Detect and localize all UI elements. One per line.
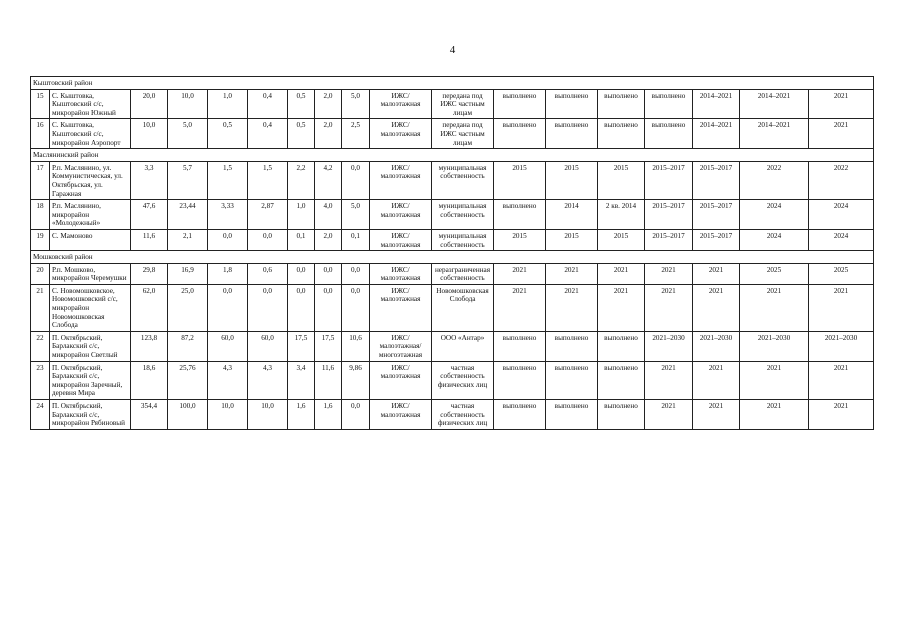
cell-v6: 1,6 bbox=[315, 400, 342, 430]
district-header-row bbox=[31, 77, 874, 90]
cell-s2: выполнено bbox=[546, 400, 598, 430]
cell-no: 21 bbox=[31, 284, 50, 331]
cell-s4: 2021 bbox=[645, 284, 693, 331]
cell-p1: 2015–2017 bbox=[693, 229, 740, 250]
cell-p2: 2014–2021 bbox=[740, 119, 809, 149]
cell-s3: 2015 bbox=[598, 161, 645, 199]
cell-v3: 1,8 bbox=[208, 263, 248, 284]
cell-name: Р.п. Маслянино, ул. Коммунистическая, ул. Октябрьская, ул. Гаражная bbox=[50, 161, 131, 199]
cell-name: С. Мамоново bbox=[50, 229, 131, 250]
cell-v7: 0,0 bbox=[342, 263, 370, 284]
cell-name: С. Кыштовка, Кыштовский с/с, микрорайон Южный bbox=[50, 89, 131, 119]
cell-name: П. Октябрьский, Барлакский с/с, микрорайон Светлый bbox=[50, 331, 131, 361]
cell-v5: 3,4 bbox=[288, 361, 315, 399]
cell-v5: 17,5 bbox=[288, 331, 315, 361]
cell-s4: выполнено bbox=[645, 89, 693, 119]
cell-no: 18 bbox=[31, 200, 50, 230]
table-row bbox=[31, 400, 874, 430]
table-row bbox=[31, 229, 874, 250]
cell-name: Р.п. Мошково, микрорайон Черемушки bbox=[50, 263, 131, 284]
cell-v3: 3,33 bbox=[208, 200, 248, 230]
cell-v2: 16,9 bbox=[168, 263, 208, 284]
cell-s3: выполнено bbox=[598, 119, 645, 149]
cell-p2: 2022 bbox=[740, 161, 809, 199]
district-header-row bbox=[31, 251, 874, 264]
cell-s2: выполнено bbox=[546, 361, 598, 399]
cell-s4: 2015–2017 bbox=[645, 229, 693, 250]
cell-s4: 2015–2017 bbox=[645, 200, 693, 230]
cell-s2: 2015 bbox=[546, 229, 598, 250]
district-name: Мошковский район bbox=[31, 251, 874, 264]
cell-v3: 0,5 bbox=[208, 119, 248, 149]
cell-s1: выполнено bbox=[494, 331, 546, 361]
cell-v7: 0,0 bbox=[342, 400, 370, 430]
cell-v7: 5,0 bbox=[342, 200, 370, 230]
table-row bbox=[31, 119, 874, 149]
cell-p2: 2021 bbox=[740, 361, 809, 399]
cell-v6: 2,0 bbox=[315, 119, 342, 149]
cell-v7: 0,1 bbox=[342, 229, 370, 250]
cell-v3: 10,0 bbox=[208, 400, 248, 430]
cell-type: ИЖС/ малоэтажная/ многоэтажная bbox=[370, 331, 432, 361]
cell-v2: 5,0 bbox=[168, 119, 208, 149]
cell-p1: 2021 bbox=[693, 361, 740, 399]
cell-v1: 354,4 bbox=[131, 400, 168, 430]
cell-name: П. Октябрьский, Барлакский с/с, микрорайон Рябиновый bbox=[50, 400, 131, 430]
cell-v7: 0,0 bbox=[342, 161, 370, 199]
cell-no: 23 bbox=[31, 361, 50, 399]
cell-type: ИЖС/ малоэтажная bbox=[370, 119, 432, 149]
cell-s3: 2 кв. 2014 bbox=[598, 200, 645, 230]
cell-v5: 2,2 bbox=[288, 161, 315, 199]
cell-v5: 0,1 bbox=[288, 229, 315, 250]
table-row bbox=[31, 89, 874, 119]
cell-s1: выполнено bbox=[494, 89, 546, 119]
cell-p1: 2021 bbox=[693, 400, 740, 430]
housing-table bbox=[30, 76, 874, 430]
cell-v6: 0,0 bbox=[315, 263, 342, 284]
cell-s4: 2021 bbox=[645, 263, 693, 284]
cell-type: ИЖС/ малоэтажная bbox=[370, 89, 432, 119]
cell-v6: 2,0 bbox=[315, 89, 342, 119]
cell-p3: 2021 bbox=[809, 119, 874, 149]
cell-v5: 0,0 bbox=[288, 284, 315, 331]
cell-v6: 17,5 bbox=[315, 331, 342, 361]
cell-s2: 2014 bbox=[546, 200, 598, 230]
cell-v3: 60,0 bbox=[208, 331, 248, 361]
cell-v3: 1,0 bbox=[208, 89, 248, 119]
cell-s1: выполнено bbox=[494, 361, 546, 399]
cell-v7: 0,0 bbox=[342, 284, 370, 331]
cell-s2: выполнено bbox=[546, 119, 598, 149]
cell-p2: 2024 bbox=[740, 229, 809, 250]
cell-v5: 0,0 bbox=[288, 263, 315, 284]
cell-name: С. Новомошковское, Новомошковский с/с, микрорайон Новомошковская Слобода bbox=[50, 284, 131, 331]
cell-s1: 2015 bbox=[494, 229, 546, 250]
cell-v7: 10,6 bbox=[342, 331, 370, 361]
cell-owner: Новомошковская Слобода bbox=[432, 284, 494, 331]
cell-s3: 2015 bbox=[598, 229, 645, 250]
cell-s3: выполнено bbox=[598, 331, 645, 361]
cell-type: ИЖС/ малоэтажная bbox=[370, 284, 432, 331]
table-row bbox=[31, 361, 874, 399]
cell-type: ИЖС/ малоэтажная bbox=[370, 400, 432, 430]
cell-v1: 29,8 bbox=[131, 263, 168, 284]
cell-v6: 11,6 bbox=[315, 361, 342, 399]
cell-s1: 2021 bbox=[494, 263, 546, 284]
cell-p3: 2021 bbox=[809, 284, 874, 331]
cell-v5: 0,5 bbox=[288, 119, 315, 149]
cell-p3: 2021–2030 bbox=[809, 331, 874, 361]
cell-v5: 1,0 bbox=[288, 200, 315, 230]
cell-v3: 4,3 bbox=[208, 361, 248, 399]
cell-owner: частная собственность физических лиц bbox=[432, 400, 494, 430]
cell-s2: выполнено bbox=[546, 89, 598, 119]
cell-s4: 2021 bbox=[645, 400, 693, 430]
cell-v2: 23,44 bbox=[168, 200, 208, 230]
cell-v5: 0,5 bbox=[288, 89, 315, 119]
cell-v1: 47,6 bbox=[131, 200, 168, 230]
cell-v4: 0,4 bbox=[248, 89, 288, 119]
cell-v2: 5,7 bbox=[168, 161, 208, 199]
cell-v2: 100,0 bbox=[168, 400, 208, 430]
cell-s1: выполнено bbox=[494, 119, 546, 149]
cell-v4: 0,6 bbox=[248, 263, 288, 284]
cell-p3: 2021 bbox=[809, 89, 874, 119]
table-row bbox=[31, 263, 874, 284]
cell-no: 16 bbox=[31, 119, 50, 149]
cell-v1: 11,6 bbox=[131, 229, 168, 250]
cell-name: С. Кыштовка, Кыштовский с/с, микрорайон Аэропорт bbox=[50, 119, 131, 149]
cell-type: ИЖС/ малоэтажная bbox=[370, 263, 432, 284]
cell-p3: 2021 bbox=[809, 361, 874, 399]
district-header-row bbox=[31, 149, 874, 162]
cell-no: 17 bbox=[31, 161, 50, 199]
cell-v4: 0,0 bbox=[248, 284, 288, 331]
cell-no: 15 bbox=[31, 89, 50, 119]
cell-v1: 62,0 bbox=[131, 284, 168, 331]
cell-s1: 2021 bbox=[494, 284, 546, 331]
cell-s4: 2021–2030 bbox=[645, 331, 693, 361]
cell-p3: 2025 bbox=[809, 263, 874, 284]
cell-p3: 2024 bbox=[809, 200, 874, 230]
cell-s1: выполнено bbox=[494, 200, 546, 230]
cell-v4: 60,0 bbox=[248, 331, 288, 361]
cell-owner: частная собственность физических лиц bbox=[432, 361, 494, 399]
cell-v2: 87,2 bbox=[168, 331, 208, 361]
cell-s2: 2015 bbox=[546, 161, 598, 199]
cell-v7: 9,86 bbox=[342, 361, 370, 399]
cell-p2: 2014–2021 bbox=[740, 89, 809, 119]
cell-v2: 10,0 bbox=[168, 89, 208, 119]
cell-owner: передана под ИЖС частным лицам bbox=[432, 119, 494, 149]
cell-s3: выполнено bbox=[598, 89, 645, 119]
cell-s4: 2015–2017 bbox=[645, 161, 693, 199]
cell-v6: 4,0 bbox=[315, 200, 342, 230]
cell-s3: 2021 bbox=[598, 284, 645, 331]
cell-p2: 2021–2030 bbox=[740, 331, 809, 361]
cell-p2: 2024 bbox=[740, 200, 809, 230]
cell-owner: ООО «Антар» bbox=[432, 331, 494, 361]
cell-s2: 2021 bbox=[546, 263, 598, 284]
cell-s1: 2015 bbox=[494, 161, 546, 199]
cell-name: Р.п. Маслянино, микрорайон «Молодежный» bbox=[50, 200, 131, 230]
cell-type: ИЖС/ малоэтажная bbox=[370, 361, 432, 399]
cell-owner: неразграниченная собственность bbox=[432, 263, 494, 284]
cell-v3: 1,5 bbox=[208, 161, 248, 199]
cell-v4: 2,87 bbox=[248, 200, 288, 230]
cell-p2: 2021 bbox=[740, 400, 809, 430]
cell-v2: 2,1 bbox=[168, 229, 208, 250]
cell-v1: 123,8 bbox=[131, 331, 168, 361]
cell-p3: 2021 bbox=[809, 400, 874, 430]
cell-v1: 10,0 bbox=[131, 119, 168, 149]
page-number: 4 bbox=[449, 44, 456, 56]
cell-p2: 2021 bbox=[740, 284, 809, 331]
cell-v3: 0,0 bbox=[208, 284, 248, 331]
cell-p1: 2014–2021 bbox=[693, 89, 740, 119]
cell-v2: 25,0 bbox=[168, 284, 208, 331]
cell-p3: 2024 bbox=[809, 229, 874, 250]
table-row bbox=[31, 200, 874, 230]
cell-owner: передана под ИЖС частным лицам bbox=[432, 89, 494, 119]
cell-owner: муниципальная собственность bbox=[432, 200, 494, 230]
cell-v4: 1,5 bbox=[248, 161, 288, 199]
cell-s2: выполнено bbox=[546, 331, 598, 361]
cell-v4: 10,0 bbox=[248, 400, 288, 430]
cell-v7: 2,5 bbox=[342, 119, 370, 149]
cell-v4: 4,3 bbox=[248, 361, 288, 399]
cell-type: ИЖС/ малоэтажная bbox=[370, 161, 432, 199]
cell-no: 19 bbox=[31, 229, 50, 250]
cell-v3: 0,0 bbox=[208, 229, 248, 250]
cell-p1: 2021–2030 bbox=[693, 331, 740, 361]
cell-v6: 0,0 bbox=[315, 284, 342, 331]
district-name: Кыштовский район bbox=[31, 77, 874, 90]
cell-p1: 2014–2021 bbox=[693, 119, 740, 149]
cell-s2: 2021 bbox=[546, 284, 598, 331]
cell-owner: муниципальная собственность bbox=[432, 229, 494, 250]
cell-owner: муниципальная собственность bbox=[432, 161, 494, 199]
cell-v4: 0,0 bbox=[248, 229, 288, 250]
table-row bbox=[31, 331, 874, 361]
cell-v6: 4,2 bbox=[315, 161, 342, 199]
cell-v1: 3,3 bbox=[131, 161, 168, 199]
cell-v1: 18,6 bbox=[131, 361, 168, 399]
cell-type: ИЖС/ малоэтажная bbox=[370, 229, 432, 250]
cell-s3: 2021 bbox=[598, 263, 645, 284]
cell-s3: выполнено bbox=[598, 361, 645, 399]
cell-name: П. Октябрьский, Барлакский с/с, микрорайон Заречный, деревня Мира bbox=[50, 361, 131, 399]
cell-v2: 25,76 bbox=[168, 361, 208, 399]
table-row bbox=[31, 161, 874, 199]
cell-p3: 2022 bbox=[809, 161, 874, 199]
cell-v7: 5,0 bbox=[342, 89, 370, 119]
cell-v5: 1,6 bbox=[288, 400, 315, 430]
cell-no: 20 bbox=[31, 263, 50, 284]
cell-p1: 2021 bbox=[693, 263, 740, 284]
cell-p2: 2025 bbox=[740, 263, 809, 284]
cell-s3: выполнено bbox=[598, 400, 645, 430]
cell-s4: выполнено bbox=[645, 119, 693, 149]
cell-p1: 2015–2017 bbox=[693, 200, 740, 230]
cell-no: 22 bbox=[31, 331, 50, 361]
cell-v4: 0,4 bbox=[248, 119, 288, 149]
cell-s1: выполнено bbox=[494, 400, 546, 430]
cell-type: ИЖС/ малоэтажная bbox=[370, 200, 432, 230]
cell-p1: 2015–2017 bbox=[693, 161, 740, 199]
cell-v1: 20,0 bbox=[131, 89, 168, 119]
district-name: Маслянинский район bbox=[31, 149, 874, 162]
cell-v6: 2,0 bbox=[315, 229, 342, 250]
cell-p1: 2021 bbox=[693, 284, 740, 331]
table-row bbox=[31, 284, 874, 331]
cell-no: 24 bbox=[31, 400, 50, 430]
cell-s4: 2021 bbox=[645, 361, 693, 399]
